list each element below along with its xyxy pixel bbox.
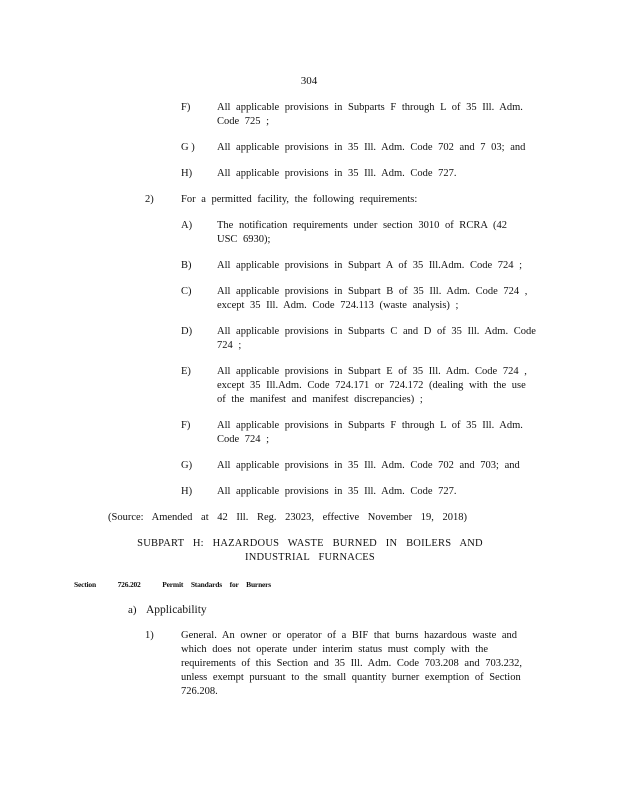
list-item-text: All applicable provisions in Subpart A of 35 Ill.Adm. Code 724 ; <box>217 260 523 271</box>
list-item-text: All applicable provisions in Subparts F through L of 35 Ill. Adm. Code 725 ; <box>217 102 523 127</box>
list-item-label: D) <box>181 326 193 337</box>
list-item-label: B) <box>181 260 192 271</box>
list-item-text: All applicable provisions in Subpart E of 35 Ill. Adm. Code 724 , except 35 Ill.Adm. Code 724.171 or 724.172 (dealing with the use of the manifest and manifest discrepancies) ; <box>217 366 527 405</box>
source-note: (Source: Amended at 42 Ill. Reg. 23023, effective November 19, 2018) <box>108 512 467 523</box>
list-item-label: H) <box>181 486 193 497</box>
list-item-text: All applicable provisions in 35 Ill. Adm. Code 727. <box>217 486 457 497</box>
list-item-label: C) <box>181 286 192 297</box>
list-item-text: All applicable provisions in 35 Ill. Adm. Code 702 and 7 03; and <box>217 142 526 153</box>
section-heading <box>74 578 291 592</box>
list-item-label: 2) <box>145 194 154 205</box>
list-item-text: All applicable provisions in Subparts C and D of 35 Ill. Adm. Code 724 ; <box>217 326 536 351</box>
list-item-text: All applicable provisions in 35 Ill. Adm. Code 702 and 703; and <box>217 460 520 471</box>
list-item-text: All applicable provisions in Subpart B of 35 Ill. Adm. Code 724 , except 35 Ill. Adm. Code 724.113 (waste analysis) ; <box>217 286 528 311</box>
list-item-label: 1) <box>145 630 154 641</box>
subsection-title: Applicability <box>146 604 207 616</box>
list-item-text: For a permitted facility, the following requirements: <box>181 194 418 205</box>
page-number: 304 <box>300 75 318 87</box>
list-item-label: H) <box>181 168 193 179</box>
list-item-text: The notification requirements under section 3010 of RCRA (42 USC 6930); <box>217 220 507 245</box>
list-item-label: G) <box>181 460 193 471</box>
list-item-text: General. An owner or operator of a BIF that burns hazardous waste and which does not operate under interim status must comply with the requirements of this Section and 35 Ill. Adm. Code 703.208 and 703.232, unless exempt pursuant to the small quantity burner exemption of Section 726.208. <box>181 630 522 697</box>
list-item-label: G ) <box>181 142 195 153</box>
list-item-label: A) <box>181 220 193 231</box>
list-item-text: All applicable provisions in 35 Ill. Adm. Code 727. <box>217 168 457 179</box>
list-item-label: F) <box>181 420 191 431</box>
section-number: 726.202 <box>117 580 141 589</box>
section-title: Permit Standards for Burners <box>162 580 272 589</box>
list-item-label: F) <box>181 102 191 113</box>
list-item-label: E) <box>181 366 191 377</box>
subpart-heading-line1: SUBPART H: HAZARDOUS WASTE BURNED IN BOILERS AND <box>137 538 483 549</box>
subsection-label: a) <box>128 604 137 616</box>
section-word: Section <box>74 580 96 589</box>
subpart-heading-line2: INDUSTRIAL FURNACES <box>245 552 375 563</box>
list-item-text: All applicable provisions in Subparts F through L of 35 Ill. Adm. Code 724 ; <box>217 420 523 445</box>
subpart-heading <box>130 537 490 565</box>
